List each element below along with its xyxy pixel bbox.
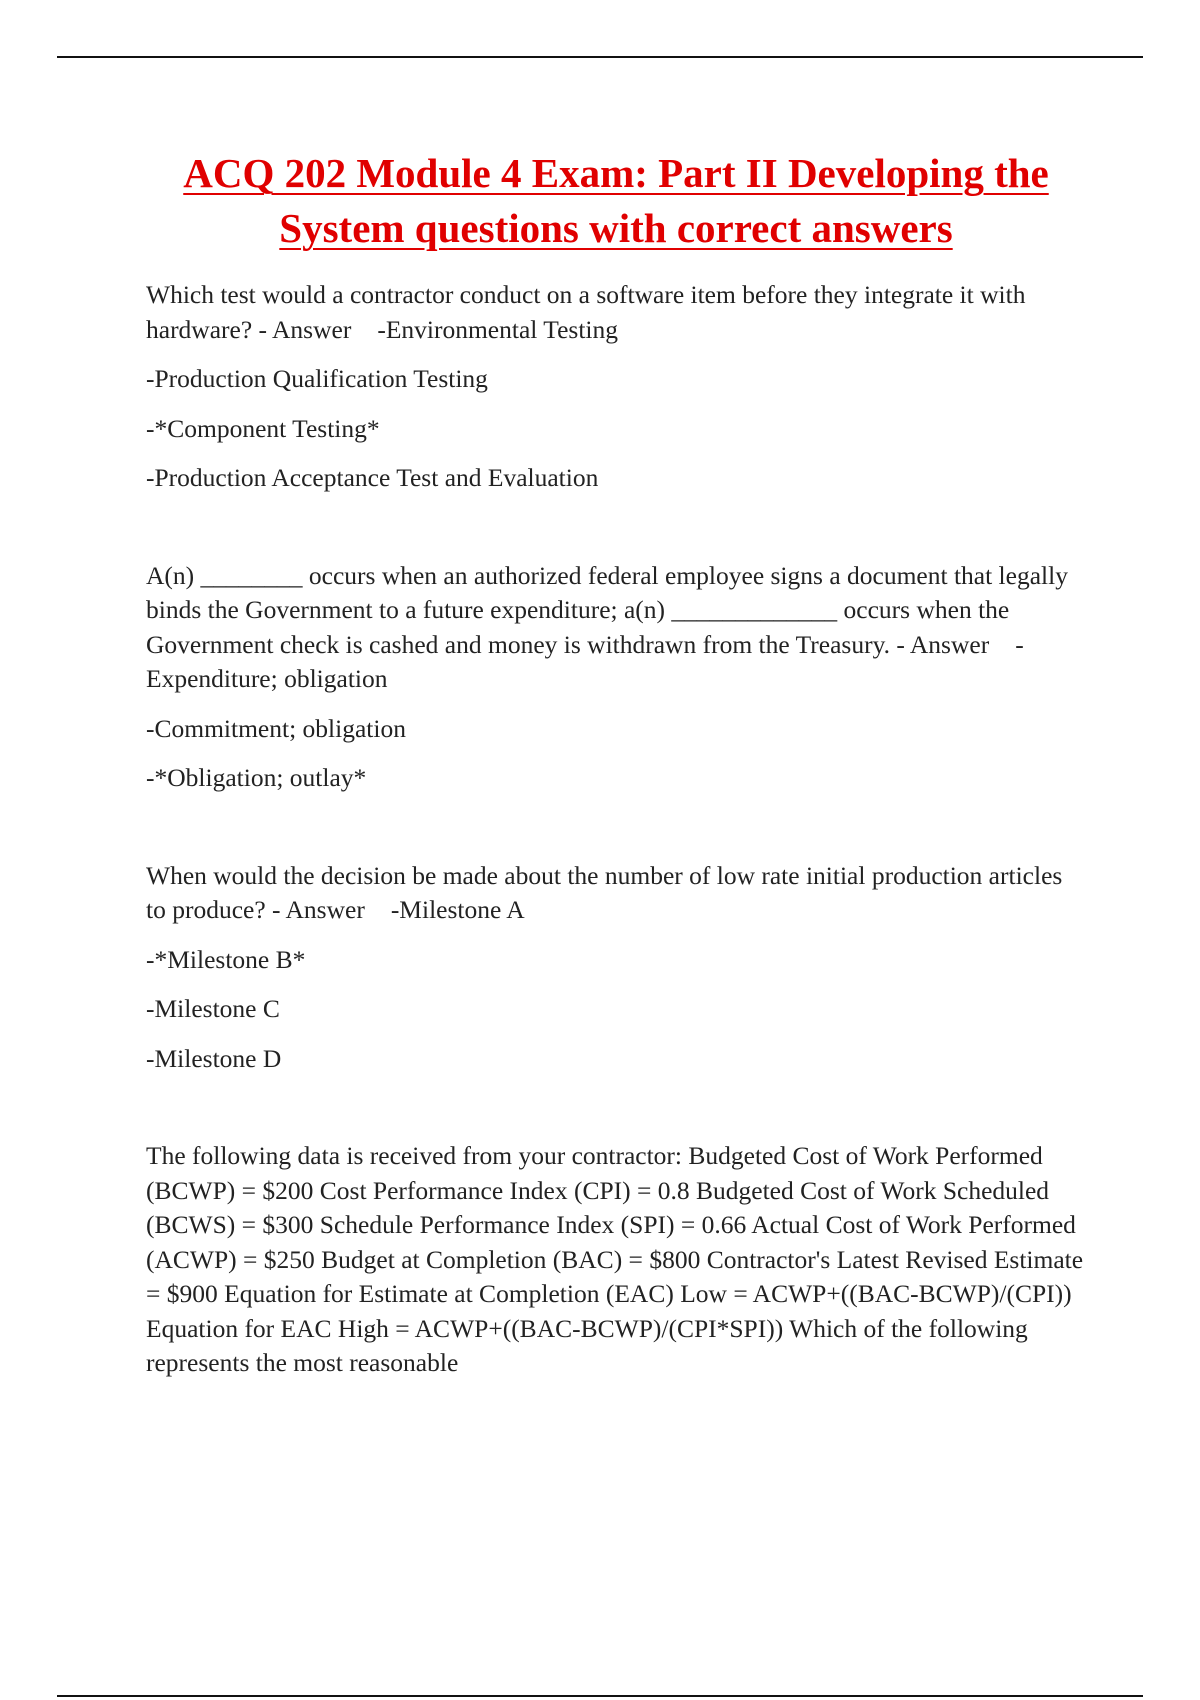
top-rule xyxy=(57,56,1143,58)
answer-label: - Answer xyxy=(272,895,365,924)
question-text xyxy=(146,859,1086,928)
answer-option: -Expenditure; obligation xyxy=(146,629,1024,693)
answer-option: -Production Qualification Testing xyxy=(146,364,488,393)
answer-option-correct: -*Obligation; outlay* xyxy=(146,763,367,792)
document-title: ACQ 202 Module 4 Exam: Part II Developing the System questions with correct answers xyxy=(183,150,1049,251)
question-text xyxy=(146,559,1086,697)
answer-option-correct: -*Milestone B* xyxy=(146,944,306,974)
question-prompt: Which test would a contractor conduct on a software item before they integrate it with hardware? xyxy=(146,280,1026,344)
answer-label: - Answer xyxy=(258,314,352,344)
answer-option: -Environmental Testing xyxy=(377,314,618,344)
bottom-rule xyxy=(57,1695,1143,1697)
answer-option: -Milestone D xyxy=(146,1043,282,1073)
document-page xyxy=(146,146,1086,1381)
question-block-2 xyxy=(146,559,1086,796)
question-prompt: When would the decision be made about the number of low rate initial production articles to produce? xyxy=(146,860,1063,924)
answer-option: -Milestone C xyxy=(146,994,280,1023)
answer-option-correct: -*Component Testing* xyxy=(146,413,380,443)
question-block-4 xyxy=(146,1139,1086,1381)
answer-label: - Answer xyxy=(896,629,990,659)
question-text: The following data is received from your contractor: Budgeted Cost of Work Performed (BCWP) = $200 Cost Performance Index (CPI) = 0.8 Budgeted Cost of Work Scheduled (BCWS) = $300 Schedule Performance Index (SPI) = 0.66 Actual Cost of Work Performed (ACWP) = $250 Budget at Completion (BAC) = $800 Contractor's Latest Revised Estimate = $900 Equation for Estimate at Completion (EAC) Low = ACWP+((BAC-BCWP)/(CPI)) Equation for EAC High = ACWP+((BAC-BCWP)/(CPI*SPI)) Which of the following represents the most reasonable xyxy=(146,1141,1084,1377)
answer-option: -Milestone A xyxy=(390,895,525,924)
question-prompt: A(n) ________ occurs when an authorized federal employee signs a document that legally binds the Government to a future expenditure; a(n) _____________ occurs when the Government check is cashed and money is withdrawn from the Treasury. xyxy=(146,560,1068,659)
question-block-1 xyxy=(146,278,1086,496)
answer-option: -Production Acceptance Test and Evaluation xyxy=(146,463,599,492)
question-block-3 xyxy=(146,859,1086,1077)
answer-option: -Commitment; obligation xyxy=(146,713,406,743)
question-text xyxy=(146,278,1086,347)
